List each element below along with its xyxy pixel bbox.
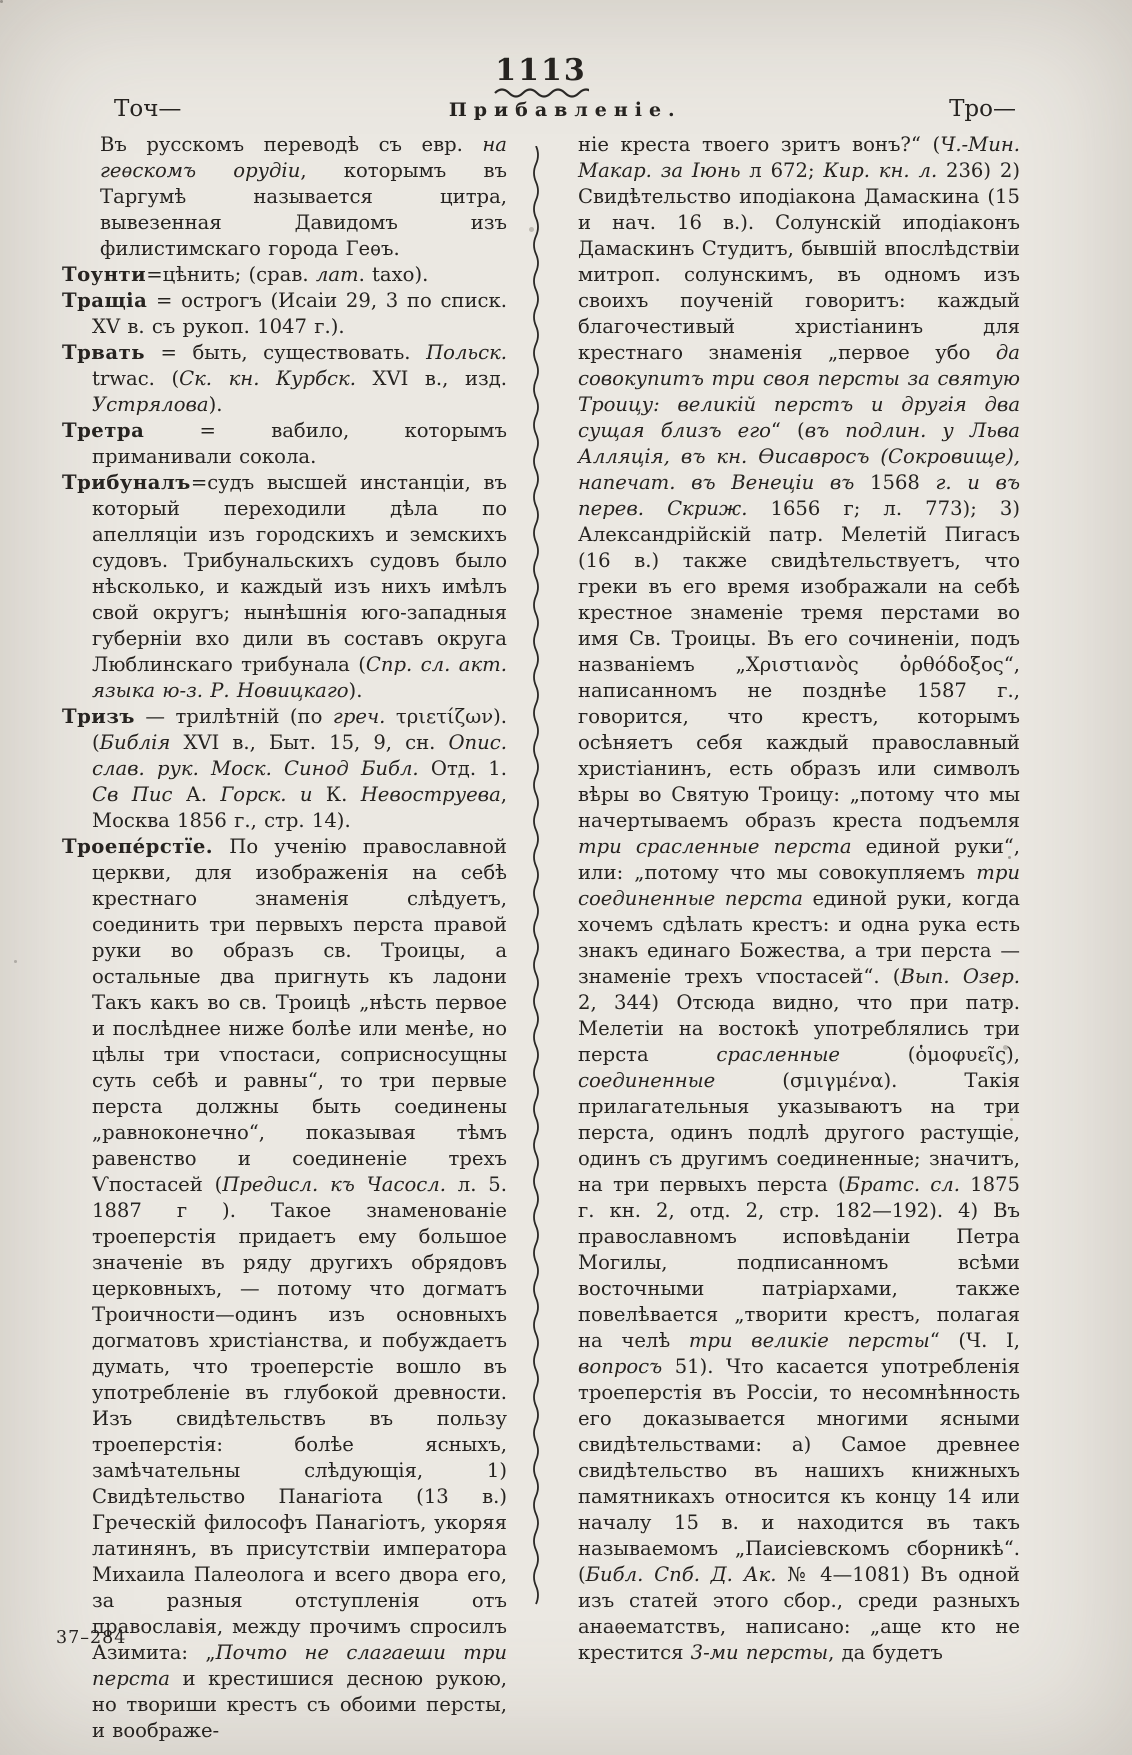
text-run: лат (315, 263, 359, 286)
dictionary-entry (62, 340, 507, 418)
text-run: 3-ми персты (690, 1641, 829, 1664)
text-run: = быть, существовать. (145, 341, 427, 364)
text-run: Спр. сл. акт. языка ю-з. Р. Новицкаго (92, 653, 507, 702)
text-run: 51). Что касается употребленія троеперстія въ Россіи, то несомнѣнность его доказывается многими ясными свидѣтельствами: а) Самое древнее свидѣтельство въ нашихъ книжныхъ памятникахъ относится къ концу 14 или началу 15 в. и находится въ такъ называемомъ „Паисіевскомъ сборникѣ“. ( (578, 1355, 1020, 1586)
text-run: Библія (99, 731, 171, 754)
text-run: три соединенные перста (578, 861, 1020, 910)
text-run: 236) 2) Свидѣтельство иподіакона Дамаскина (15 и нач. 16 в.). Солунскій иподіаконъ Дамаскинъ Студитъ, бывшій впослѣдствіи митроп. солунскимъ, въ одномъ изъ своихъ поученій говоритъ: каждый благочестивый христіанинъ для крестнаго знаменія „первое убо (578, 159, 1020, 364)
paper-specks (0, 0, 3, 3)
text-run: три срасленные перста (578, 835, 852, 858)
text-run: л. 5. 1887 г ). Такое знаменованіе троеперстія придаетъ ему большое значеніе въ ряду другихъ обрядовъ церковныхъ, — потому что догматъ Троичности—одинъ изъ основныхъ догматовъ христіанства, и побуждаетъ думать, что троеперстіе вошло въ употребленіе въ глубокой древности. Изъ свидѣтельствъ въ пользу троеперстія: болѣе ясныхъ, замѣчательны слѣдующія, 1) Свидѣтельство Панагіота (13 в.) Греческій философъ Панагіотъ, укоряя латинянъ, въ присутствіи императора Михаила Палеолога и всего двора его, за разныя отступленія отъ православія, между прочимъ спросилъ Азимита: „ (92, 1173, 507, 1664)
dictionary-entry (62, 288, 507, 340)
text-run: = острогъ (Исаіи 29, 3 по списк. XV в. съ рукоп. 1047 г.). (92, 289, 507, 338)
text-run: срасленные (716, 1043, 841, 1066)
entry-headword: Троепе́рстїе. (62, 835, 214, 858)
text-run: на геѳскомъ орудіи (100, 133, 507, 182)
text-run: три великіе персты (688, 1329, 930, 1352)
text-run: (ὁμοφυεῖς), (840, 1043, 1021, 1066)
text-run: Горск. и (220, 783, 313, 806)
signature-mark: 37–284 (56, 1628, 127, 1648)
text-run: , которымъ въ Таргумѣ называется цитра, вывезенная Давидомъ изъ филистимскаго города Геѳъ. (100, 159, 507, 260)
text-run: “ (Ч. І, (929, 1329, 1020, 1352)
dictionary-entry (62, 704, 507, 834)
text-run: По ученію православной церкви, для изображенія на себѣ крестнаго знаменія слѣдуетъ, соединить три первыхъ перста правой руки во образъ св. Троицы, а остальные два пригнуть къ ладони Такъ какъ во св. Троицѣ „нѣсть первое и послѣднее ниже болѣе или менѣе, но цѣлы три ѵпостаси, соприсносущны суть себѣ и равны“, то три первые перста должны быть соединены „равноконечно“, показывая тѣмъ равенство и соединеніе трехъ Ѵпостасей ( (92, 835, 507, 1196)
text-run: единой руки, когда хочемъ сдѣлать крестъ: и одна рука есть знакъ единаго Божества, а три перста — знаменіе трехъ ѵпостасей“. ( (578, 887, 1020, 988)
text-run: Братс. сл. (845, 1173, 960, 1196)
text-run: единой руки“, или: „потому что мы совокупляемъ (578, 835, 1020, 884)
entry-headword: Тоунти (62, 263, 147, 286)
text-run: Вып. Озер. (900, 965, 1020, 988)
text-run: Польск. (426, 341, 507, 364)
text-run: τριετίζων). ( (92, 705, 507, 754)
entry-headword: Третра (62, 419, 145, 442)
text-run: соединенные (578, 1069, 716, 1092)
entry-headword: Трибуналъ (62, 471, 191, 494)
text-run: № 4—1081) Въ одной изъ статей этого сбор., среди разныхъ анаѳематствъ, написано: „аще кто не крестится (578, 1563, 1020, 1664)
paragraph (62, 132, 507, 262)
page-header (62, 53, 1020, 98)
text-run: Почто не слагаеши три перста (92, 1641, 507, 1690)
text-run: Опис. слав. рук. Моск. Синод Библ. (92, 731, 507, 780)
text-run: Св Пис (92, 783, 173, 806)
running-head-center: Прибавленіе. (448, 99, 682, 121)
paragraph (578, 132, 1020, 1666)
dictionary-entry (62, 834, 507, 1744)
text-run: 1568 (854, 471, 936, 494)
left-column (62, 132, 507, 1744)
entry-headword: Трвать (62, 341, 146, 364)
page-number: 1113 (495, 53, 587, 88)
text-run: да совокупитъ три своя персты за святую Троицу: великій перстъ и другія два сущая близъ его (578, 341, 1020, 442)
dictionary-entry (62, 262, 507, 288)
text-run: = вабило, которымъ приманивали сокола. (92, 419, 507, 468)
text-run: 1875 г. кн. 2, отд. 2, стр. 182—192). 4) Въ православномъ исповѣданіи Петра Могилы, подписанномъ всѣми восточными патріархами, также повелѣвается „творити крестъ, полагая на челѣ (578, 1173, 1020, 1352)
text-run: trwac. ( (92, 367, 180, 390)
text-run: ніе креста твоего зритъ вонъ?“ ( (578, 133, 941, 156)
running-head-left: Точ— (114, 96, 182, 122)
running-heads (62, 96, 1020, 122)
text-run: XVI в., Быт. 15, 9, сн. (170, 731, 449, 754)
text-run: греч. (332, 705, 386, 728)
text-run: л 672; (740, 159, 824, 182)
text-run: вопросъ (578, 1355, 663, 1378)
text-run: Отд. 1. (418, 757, 507, 780)
column-divider-line (530, 146, 542, 1606)
running-head-right: Тро— (949, 96, 1016, 122)
text-run: . taxo). (358, 263, 429, 286)
dictionary-entry (62, 418, 507, 470)
text-run: “ ( (770, 419, 805, 442)
text-run: Устрялова (92, 393, 209, 416)
text-run: Кир. кн. л. (823, 159, 938, 182)
text-run: =судъ высшей инстанціи, въ который переходили дѣла по апелляціи изъ городскихъ и земскихъ судовъ. Трибунальскихъ судовъ было нѣсколько, и каждый изъ нихъ имѣлъ свой округъ; нынѣшнія юго-западныя губерніи вхо дили въ составъ округа Люблинскаго трибунала ( (92, 471, 507, 676)
entry-headword: Тризъ (62, 705, 135, 728)
text-run: А. (172, 783, 221, 806)
text-run: 1656 г; л. 773); 3) Александрійскій патр. Мелетій Пигасъ (16 в.) также свидѣтельствуетъ, что греки въ его время изображали на себѣ крестное знаменіе тремя перстами во имя Св. Троицы. Въ его сочиненіи, подъ названіемъ „Χριστιανὸς ὀρθόδοξος“, написанномъ не позднѣе 1587 г., говорится, что крестъ, которымъ осѣняетъ себя каждый православный христіанинъ, есть образъ или символъ вѣры во Святую Троицу: „потому что мы начертываемъ образъ креста подъемля (578, 497, 1020, 832)
text-run: ). (208, 393, 223, 416)
entry-headword: Тращіа (62, 289, 148, 312)
text-run: въ подлин. у Льва Алляція, въ кн. Ѳисавросъ (Сокровище), напечат. въ Венеціи въ (578, 419, 1020, 494)
text-run: , Москва 1856 г., стр. 14). (92, 783, 507, 832)
right-column (578, 132, 1020, 1666)
text-run: Предисл. къ Часосл. (222, 1173, 446, 1196)
text-run: — трилѣтній (по (134, 705, 333, 728)
text-run: Ск. кн. Курбск. (179, 367, 356, 390)
text-run: К. (312, 783, 361, 806)
text-run: ). (348, 679, 363, 702)
text-run: Ч.-Мин. Макар. за Іюнь (578, 133, 1020, 182)
text-run: г. и въ перев. Скриж. (578, 471, 1020, 520)
text-run: и крестишися десною рукою, но твориши крестъ съ обоими персты, и воображе- (92, 1667, 507, 1742)
dictionary-entry (62, 470, 507, 704)
text-run: Въ русскомъ переводѣ съ евр. (100, 133, 483, 156)
text-run: Библ. Спб. Д. Ак. (585, 1563, 777, 1586)
text-run: , да будетъ (828, 1641, 943, 1664)
text-run: XVI в., изд. (355, 367, 507, 390)
text-run: Невоструева (360, 783, 501, 806)
text-run: 2, 344) Отсюда видно, что при патр. Мелетіи на востокѣ употреблялись три перста (578, 991, 1020, 1066)
text-run: =цѣнить; (срав. (146, 263, 316, 286)
text-run: (σμιγμένα). Такія прилагательныя указываютъ на три перста, одинъ подлѣ другого растущіе, одинъ съ другимъ соединенные; значитъ, на три первыхъ перста ( (578, 1069, 1020, 1196)
